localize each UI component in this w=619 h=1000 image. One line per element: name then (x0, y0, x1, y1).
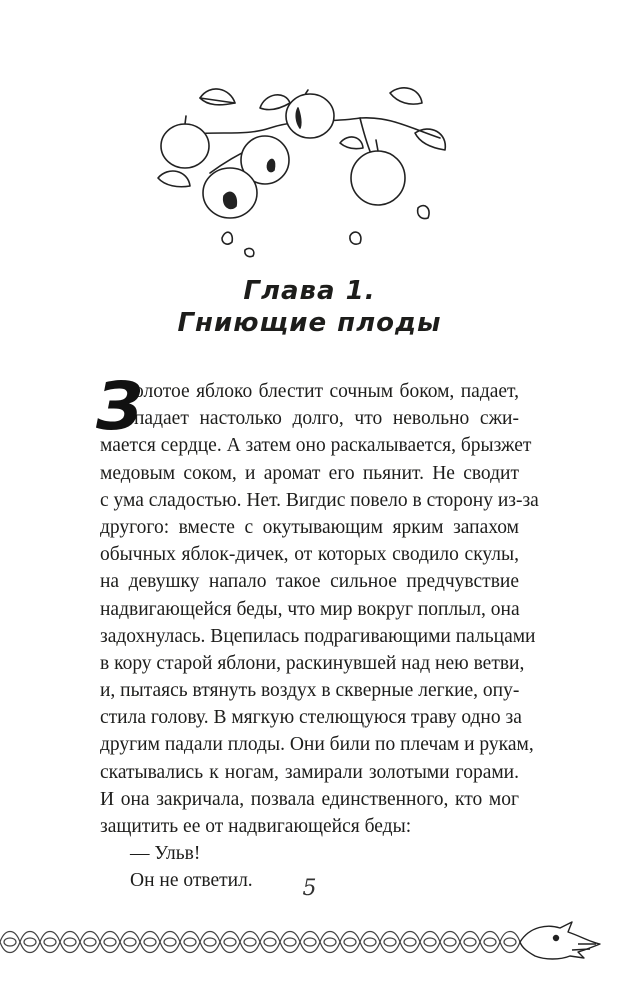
paragraph-line: стила голову. В мягкую стелющуюся траву одно за (100, 707, 522, 729)
paragraph-line: обычных яблок-дичек, от которых сводило скулы, (100, 544, 519, 566)
paragraph-line: на девушку напало такое сильное предчувствие (100, 571, 519, 593)
braid-knot (344, 938, 356, 946)
page-number: 5 (302, 876, 317, 901)
paragraph-line: задохнулась. Вцепилась подрагивающими пальцами (100, 625, 536, 647)
paragraph-line: скатывались к ногам, замирали золотыми горами. (100, 761, 519, 783)
wolf-head-icon (520, 922, 600, 959)
braid-knot (384, 938, 396, 946)
paragraph-line: защитить ее от надвигающейся беды: (100, 816, 412, 837)
paragraph-line: другим падали плоды. Они били по плечам и рукам, (100, 734, 534, 756)
paragraph-line: медовым соком, и аромат его пьянит. Не сводит (100, 462, 519, 484)
braid-knot (264, 938, 276, 946)
braid-knot (364, 938, 376, 946)
braided-ornament-icon (0, 916, 619, 968)
braid-knot (104, 938, 116, 946)
braid-knot (464, 938, 476, 946)
braid-knot (164, 938, 176, 946)
paragraph-line: И она закричала, позвала единственного, кто мог (100, 788, 519, 810)
chapter-title: Гниющие плоды (177, 308, 442, 338)
braid-knot (24, 938, 36, 946)
braid-knot (224, 938, 236, 946)
paragraph-line: с ума сладостью. Нет. Вигдис повело в сторону из-за (100, 489, 539, 511)
braid-knot (204, 938, 216, 946)
braid-knot (304, 938, 316, 946)
paragraph-line: в кору старой яблони, раскинувшей над нею ветви, (100, 652, 525, 674)
braid-knot (284, 938, 296, 946)
braid-knot (4, 938, 16, 946)
apple-branch-illustration (150, 78, 450, 258)
braid-knot (504, 938, 516, 946)
braid-knot (124, 938, 136, 946)
dialogue-line: — Ульв! (130, 843, 201, 865)
braid-knot (484, 938, 496, 946)
braid-knot (184, 938, 196, 946)
braid-knot (144, 938, 156, 946)
braid-knot (324, 938, 336, 946)
braid-knot (444, 938, 456, 946)
chapter-number: Глава 1. (243, 276, 376, 306)
paragraph-line: надвигающейся беды, что мир вокруг поплыл, она (100, 598, 520, 620)
braid-knot (84, 938, 96, 946)
braid-knot (404, 938, 416, 946)
braid-knot (64, 938, 76, 946)
braid-knot (44, 938, 56, 946)
paragraph-line: олотое яблоко блестит сочным боком, падает, (134, 381, 519, 402)
drop-cap: З (96, 368, 143, 445)
braid-knot (244, 938, 256, 946)
braid-knot (424, 938, 436, 946)
paragraph-line: другого: вместе с окутывающим ярким запахом (100, 516, 519, 538)
paragraph-line: падает настолько долго, что невольно сжи- (134, 408, 519, 430)
chapter-body (96, 368, 539, 895)
paragraph-line: и, пытаясь втянуть воздух в скверные легкие, опу- (100, 680, 520, 702)
paragraph-line: мается сердце. А затем оно раскалывается, брызжет (100, 435, 532, 457)
dialogue-line: Он не ответил. (130, 870, 253, 892)
